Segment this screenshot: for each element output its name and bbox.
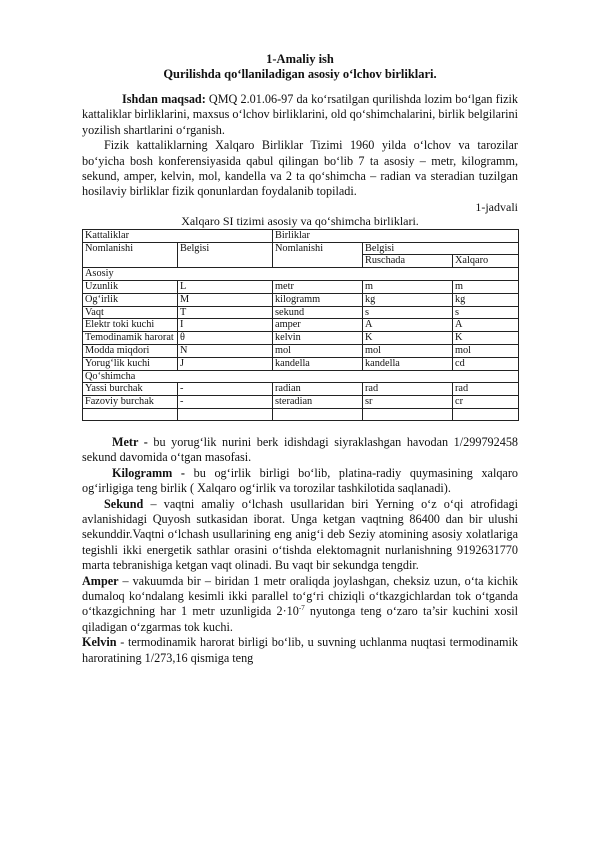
cell-intl-symbol: cd bbox=[453, 357, 519, 370]
cell-quantity: Yorug‘lik kuchi bbox=[83, 357, 178, 370]
sekund-label: Sekund bbox=[104, 496, 144, 511]
purpose-paragraph bbox=[82, 92, 518, 138]
section-row bbox=[83, 370, 519, 383]
table-row bbox=[83, 345, 519, 358]
cell-symbol: - bbox=[178, 383, 273, 396]
section-qoshimcha: Qo‘shimcha bbox=[83, 370, 519, 383]
header-xalqaro: Xalqaro bbox=[453, 255, 519, 268]
kilogramm-definition bbox=[82, 466, 518, 497]
cell-ru-symbol: m bbox=[363, 281, 453, 294]
cell-ru-symbol: K bbox=[363, 332, 453, 345]
cell-ru-symbol: kg bbox=[363, 293, 453, 306]
sekund-text: – vaqtni amaliy o‘lchash usullaridan biri Yerning o‘z o‘qi atrofidagi avlanishidagi Quyosh sutkasidan iborat. Unga ketgan vaqtning 86400 dan bir ulushi sekunddir.Vaqtni o‘lchash usullarining eng anig‘i deb Seziy atomining asosiy xolatlariga tegishli ikki energetik sathlar orasini o‘tishda elektomagnit nurlanishning 9192631770 marta tebranishiga ketgan vaqt olinadi. Bu vaqt bir sekundga tengdir. bbox=[82, 496, 518, 573]
qoshimcha-rows bbox=[83, 383, 519, 409]
table-caption: Xalqaro SI tizimi asosiy va qo‘shimcha birliklari. bbox=[181, 213, 419, 228]
cell-symbol: θ bbox=[178, 332, 273, 345]
table-row bbox=[83, 383, 519, 396]
table-row bbox=[83, 319, 519, 332]
cell-symbol: - bbox=[178, 396, 273, 409]
kilogramm-text: bu og‘irlik birligi bo‘lib, platina-radiy quymasining xalqaro og‘irligiga teng birlik ( Xalqaro og‘irlik va torozilar tashkilotida saqlanadi). bbox=[82, 465, 518, 496]
table-header-row bbox=[83, 229, 519, 242]
cell-intl-symbol: kg bbox=[453, 293, 519, 306]
table-row bbox=[83, 293, 519, 306]
amper-exponent: -7 bbox=[298, 604, 305, 613]
purpose-text: QMQ 2.01.06-97 da ko‘rsatilgan qurilishda lozim bo‘lgan fizik kattaliklar birliklarini, maxsus o‘lchov birliklarini, old qo‘shimchalarini, birlik belgilarini yozilish shartlarini o‘rganish. bbox=[82, 92, 518, 137]
kelvin-text: - termodinamik harorat birligi bo‘lib, u suvning uchlanma nuqtasi termodinamik haroratining 1/273,16 qismiga teng bbox=[82, 635, 518, 665]
table-row bbox=[83, 396, 519, 409]
table-row bbox=[83, 306, 519, 319]
section-row bbox=[83, 268, 519, 281]
cell-intl-symbol: mol bbox=[453, 345, 519, 358]
cell-ru-symbol: sr bbox=[363, 396, 453, 409]
asosiy-rows bbox=[83, 281, 519, 371]
table-row bbox=[83, 281, 519, 294]
header-ruschada: Ruschada bbox=[363, 255, 453, 268]
cell-symbol: N bbox=[178, 345, 273, 358]
metr-definition bbox=[82, 435, 518, 466]
table-row bbox=[83, 332, 519, 345]
cell-unit-name: kelvin bbox=[273, 332, 363, 345]
cell-ru-symbol: A bbox=[363, 319, 453, 332]
cell-symbol: T bbox=[178, 306, 273, 319]
cell-unit-name: steradian bbox=[273, 396, 363, 409]
cell-intl-symbol: A bbox=[453, 319, 519, 332]
cell-symbol: M bbox=[178, 293, 273, 306]
cell-ru-symbol: mol bbox=[363, 345, 453, 358]
page-title: 1-Amaliy ish bbox=[266, 52, 334, 66]
page-subtitle: Qurilishda qo‘llaniladigan asosiy o‘lchov birliklari. bbox=[163, 67, 437, 81]
kelvin-label: Kelvin bbox=[82, 635, 117, 650]
table-number: 1-jadvali bbox=[475, 199, 518, 214]
cell-unit-name: radian bbox=[273, 383, 363, 396]
header-belgisi-unit: Belgisi bbox=[363, 242, 519, 255]
cell-quantity: Vaqt bbox=[83, 306, 178, 319]
empty-row bbox=[83, 409, 519, 421]
cell-intl-symbol: K bbox=[453, 332, 519, 345]
cell-quantity: Modda miqdori bbox=[83, 345, 178, 358]
kelvin-definition bbox=[82, 635, 518, 666]
empty-cell bbox=[83, 409, 178, 421]
sekund-definition bbox=[82, 497, 518, 574]
cell-unit-name: mol bbox=[273, 345, 363, 358]
empty-cell bbox=[178, 409, 273, 421]
table-header-row bbox=[83, 242, 519, 255]
kilogramm-label: Kilogramm - bbox=[112, 465, 185, 480]
cell-ru-symbol: s bbox=[363, 306, 453, 319]
cell-unit-name: metr bbox=[273, 281, 363, 294]
amper-definition bbox=[82, 574, 518, 636]
cell-unit-name: kilogramm bbox=[273, 293, 363, 306]
purpose-label: Ishdan maqsad: bbox=[122, 92, 206, 106]
empty-cell bbox=[273, 409, 363, 421]
metr-label: Metr - bbox=[112, 435, 148, 449]
empty-cell bbox=[453, 409, 519, 421]
header-nomlanishi: Nomlanishi bbox=[83, 242, 178, 268]
cell-intl-symbol: s bbox=[453, 306, 519, 319]
cell-intl-symbol: cr bbox=[453, 396, 519, 409]
cell-unit-name: sekund bbox=[273, 306, 363, 319]
amper-text-a: – vakuumda bir – biridan 1 metr oraliqda joylashgan, cheksiz uzun, o‘ta kichik dumaloq ko‘ndalang kesimli ikki parallel to‘g‘ri chiziqli o‘tkazgichlardan tok o‘tganda o‘tkazgichning har 1 metr uzunligida 2·10 bbox=[82, 573, 518, 619]
amper-text-b: nyutonga teng o‘zaro ta’sir kuchini xosil qiladigan o‘zgarmas tok kuchi. bbox=[82, 604, 518, 634]
cell-quantity: Og‘irlik bbox=[83, 293, 178, 306]
table-row bbox=[83, 357, 519, 370]
header-nomlanishi-unit: Nomlanishi bbox=[273, 242, 363, 268]
cell-intl-symbol: m bbox=[453, 281, 519, 294]
cell-ru-symbol: kandella bbox=[363, 357, 453, 370]
metr-text: bu yorug‘lik nurini berk idishdagi siyraklashgan havodan 1/299792458 sekund davomida o‘tgan masofasi. bbox=[82, 435, 519, 465]
intro-paragraph: Fizik kattaliklarning Xalqaro Birliklar Tizimi 1960 yilda o‘lchov va tarozilar bo‘yicha bosh konferensiyasida qabul qilingan bo‘lib 7 ta asosiy – metr, kilogramm, sekund, amper, kelvin, mol, kandella va 2 ta qo‘shimcha – radian va steradian tuzilgan hosilaviy birliklar fizik qonunlardan foydalanib topiladi. bbox=[82, 138, 518, 199]
header-birliklar: Birliklar bbox=[273, 229, 519, 242]
cell-symbol: I bbox=[178, 319, 273, 332]
cell-quantity: Uzunlik bbox=[83, 281, 178, 294]
empty-cell bbox=[363, 409, 453, 421]
document-page bbox=[82, 52, 518, 666]
cell-quantity: Elektr toki kuchi bbox=[83, 319, 178, 332]
cell-quantity: Yassi burchak bbox=[83, 383, 178, 396]
amper-label: Amper bbox=[82, 573, 119, 588]
section-asosiy: Asosiy bbox=[83, 268, 519, 281]
cell-symbol: J bbox=[178, 357, 273, 370]
cell-quantity: Temodinamik harorat bbox=[83, 332, 178, 345]
cell-unit-name: amper bbox=[273, 319, 363, 332]
cell-quantity: Fazoviy burchak bbox=[83, 396, 178, 409]
header-belgisi: Belgisi bbox=[178, 242, 273, 268]
cell-ru-symbol: rad bbox=[363, 383, 453, 396]
header-kattaliklar: Kattaliklar bbox=[83, 229, 273, 242]
cell-symbol: L bbox=[178, 281, 273, 294]
cell-unit-name: kandella bbox=[273, 357, 363, 370]
cell-intl-symbol: rad bbox=[453, 383, 519, 396]
si-units-table bbox=[82, 229, 519, 421]
